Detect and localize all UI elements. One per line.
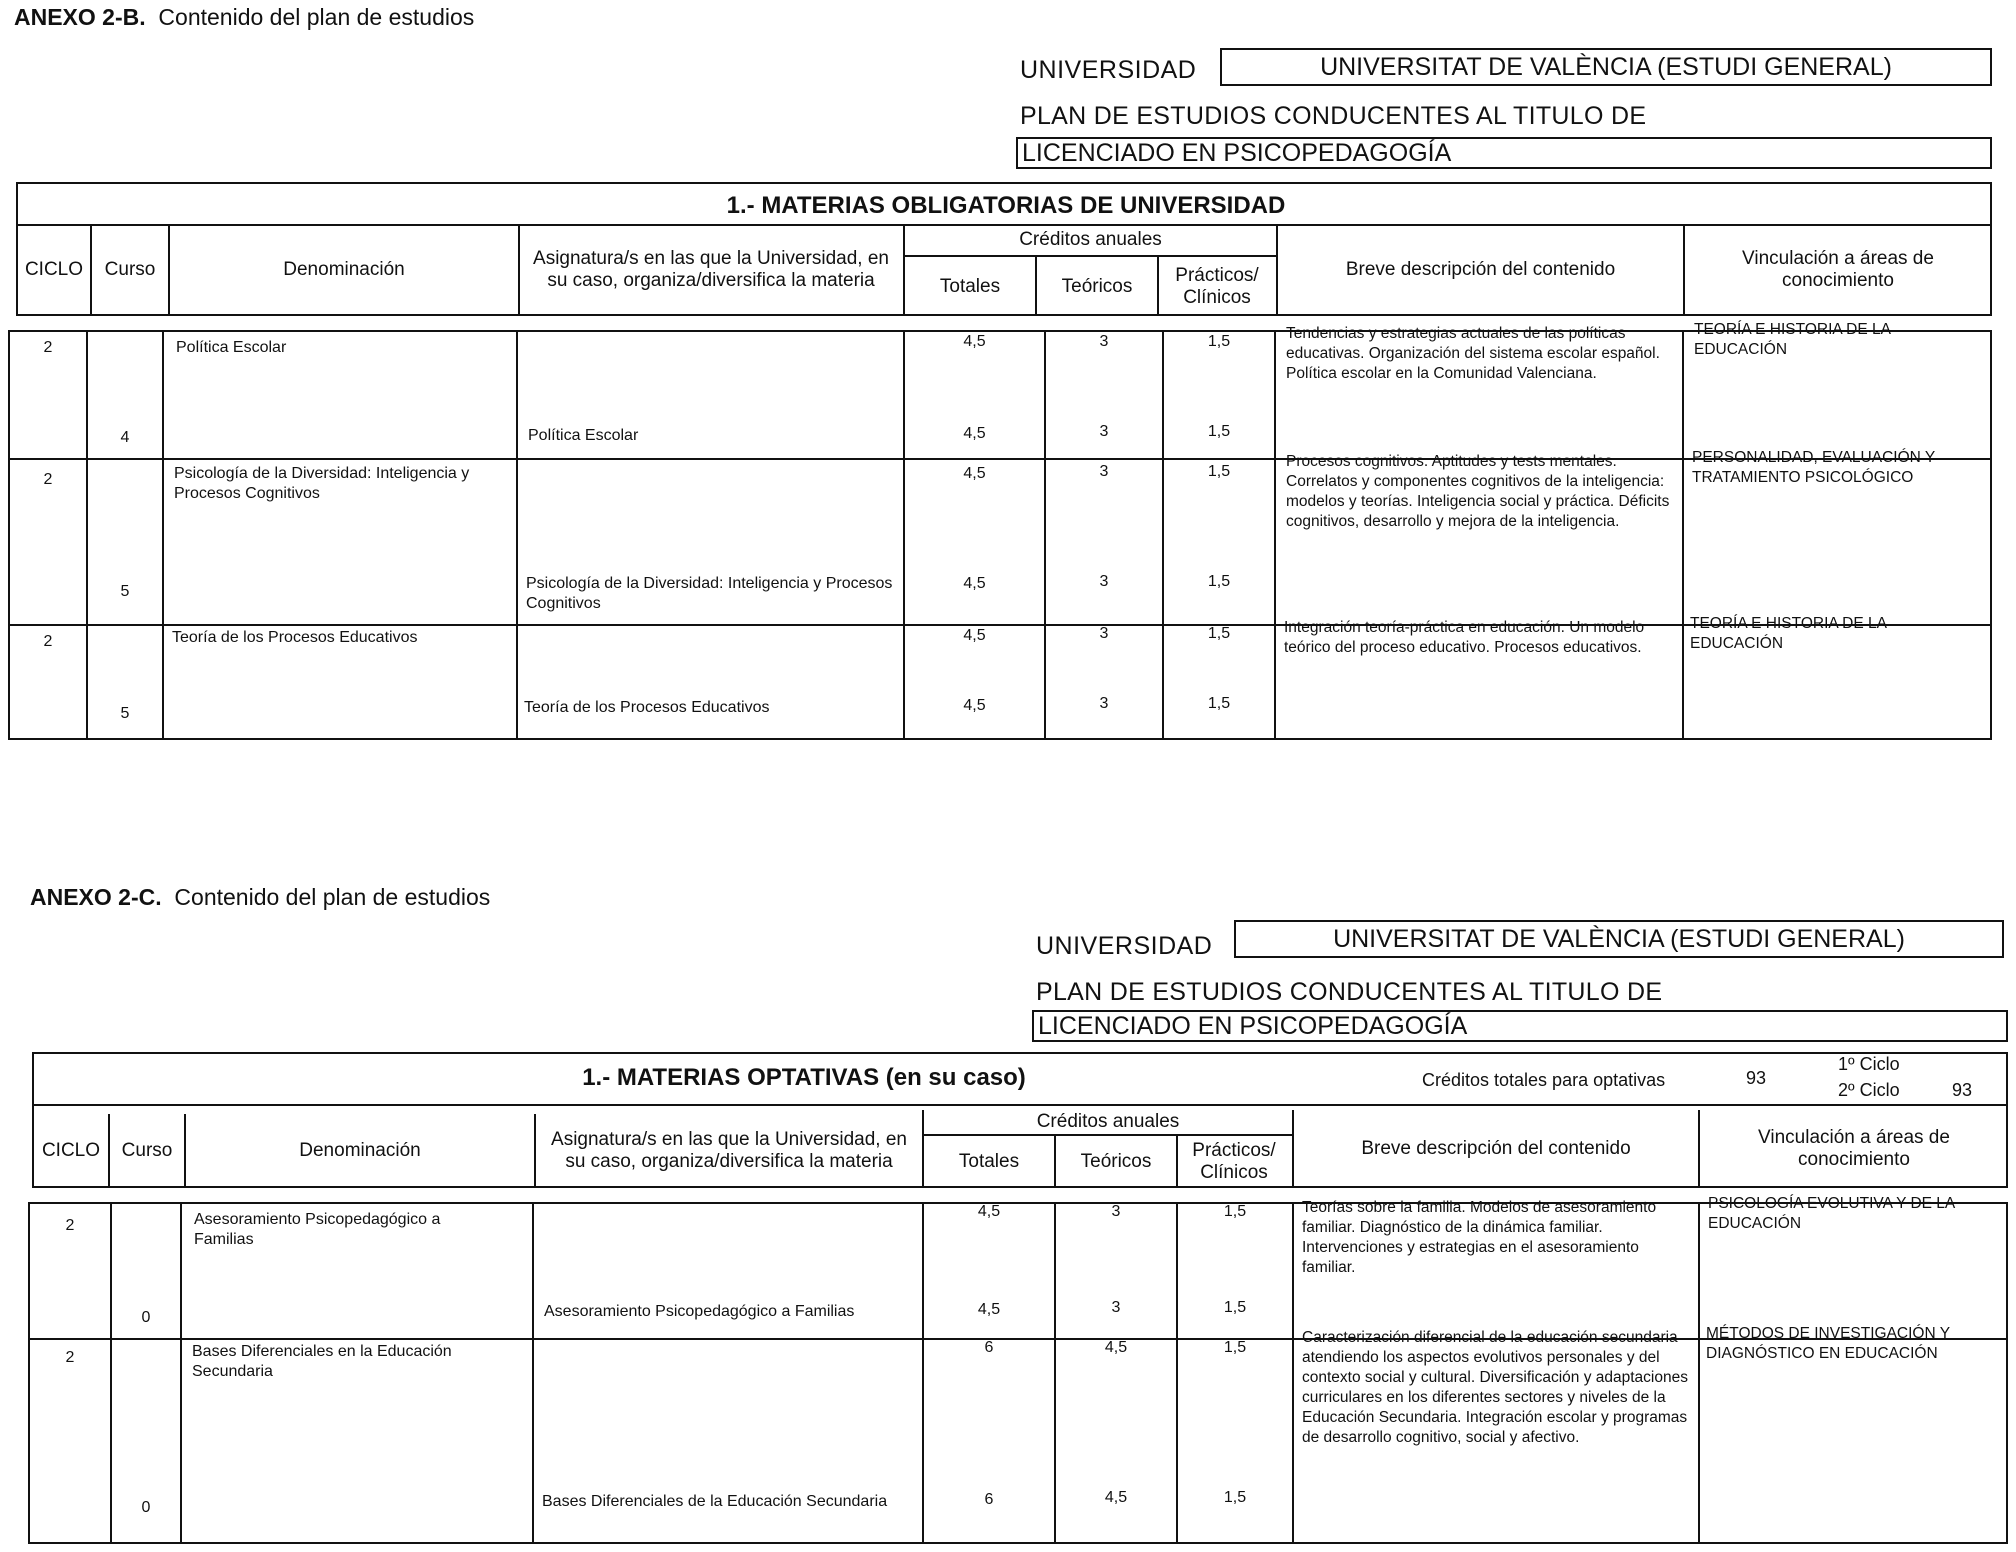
row-denominacion: Política Escolar — [176, 339, 287, 356]
sub-asignatura: Teoría de los Procesos Educativos — [524, 699, 770, 716]
table-title: 1.- MATERIAS OPTATIVAS (en su caso) — [582, 1064, 1026, 1091]
header-creditos: Créditos anuales — [1019, 228, 1162, 250]
row-teoricos: 4,5 — [1104, 1339, 1128, 1356]
row-descripcion: Integración teoría-práctica en educación. Un modelo teórico del proceso educativo. Procesos educativos. — [1284, 619, 1645, 656]
universidad-label: UNIVERSIDAD — [1020, 56, 1197, 84]
row-vinculacion: MÉTODOS DE INVESTIGACIÓN Y DIAGNÓSTICO EN EDUCACIÓN — [1706, 1325, 1950, 1362]
universidad-label: UNIVERSIDAD — [1036, 932, 1213, 960]
universidad-value: UNIVERSITAT DE VALÈNCIA (ESTUDI GENERAL) — [1220, 48, 1992, 86]
header-totales: Totales — [958, 1151, 1020, 1172]
anexo-heading — [30, 884, 490, 911]
row-descripcion: Teorías sobre la familia. Modelos de asesoramiento familiar. Diagnóstico de la dinámica familiar. Intervenciones y estrategias en el asesoramiento familiar. — [1302, 1199, 1657, 1276]
row-denominacion: Asesoramiento Psicopedagógico a Familias — [194, 1211, 441, 1248]
header-teoricos: Teóricos — [1080, 1151, 1152, 1172]
table-title: 1.- MATERIAS OBLIGATORIAS DE UNIVERSIDAD — [726, 192, 1286, 219]
row-descripcion: Tendencias y estrategias actuales de las políticas educativas. Organización del sistema escolar español. Política escolar en la Comunidad Valenciana. — [1286, 325, 1660, 382]
header-ciclo: CICLO — [24, 259, 84, 280]
table-body — [28, 1195, 2008, 1544]
row-totales: 6 — [984, 1339, 994, 1356]
plan-label: PLAN DE ESTUDIOS CONDUCENTES AL TITULO DE — [1020, 102, 1647, 130]
universidad-value: UNIVERSITAT DE VALÈNCIA (ESTUDI GENERAL) — [1234, 920, 2004, 958]
sub-teoricos: 3 — [1099, 695, 1109, 712]
row-teoricos: 3 — [1099, 463, 1109, 480]
row-vinculacion: PSICOLOGÍA EVOLUTIVA Y DE LA EDUCACIÓN — [1708, 1195, 1955, 1232]
row-totales: 4,5 — [963, 627, 986, 644]
row-teoricos: 3 — [1111, 1203, 1121, 1220]
plan-label: PLAN DE ESTUDIOS CONDUCENTES AL TITULO DE — [1036, 978, 1663, 1006]
header-practicos: Prácticos/ Clínicos — [1192, 1140, 1276, 1183]
header-teoricos: Teóricos — [1061, 275, 1133, 297]
row-ciclo: 2 — [43, 339, 53, 356]
sub-totales: 4,5 — [963, 697, 986, 714]
header-descripcion: Breve descripción del contenido — [1345, 259, 1616, 280]
row-descripcion: Caracterización diferencial de la educación secundaria atendiendo los aspectos evolutivos personales y del contexto social y cultural. Diversificación y adaptaciones curriculares en los diferentes sectores y niveles de la Educación Secundaria. Integración escolar y programas de desarrollo cognitivo, social y afectivo. — [1302, 1329, 1688, 1446]
optativas-total: 93 — [1746, 1068, 1767, 1088]
header-curso: Curso — [121, 1140, 173, 1161]
header-denominacion: Denominación — [299, 1140, 421, 1161]
sub-curso: 0 — [141, 1309, 151, 1326]
header-totales: Totales — [939, 275, 1001, 297]
sub-teoricos: 3 — [1099, 423, 1109, 440]
row-practicos: 1,5 — [1223, 1339, 1247, 1356]
sub-asignatura: Bases Diferenciales de la Educación Secundaria — [542, 1493, 888, 1510]
row-teoricos: 3 — [1099, 625, 1109, 642]
ciclo2-label: 2º Ciclo — [1838, 1080, 1900, 1100]
row-practicos: 1,5 — [1207, 463, 1231, 480]
table-header — [16, 182, 1992, 316]
row-practicos: 1,5 — [1207, 625, 1231, 642]
row-denominacion: Bases Diferenciales en la Educación Secundaria — [192, 1343, 452, 1380]
header-curso: Curso — [104, 259, 156, 280]
header-creditos: Créditos anuales — [1036, 1111, 1180, 1132]
sub-practicos: 1,5 — [1207, 573, 1231, 590]
anexo-label: ANEXO 2-B. — [14, 4, 146, 30]
row-teoricos: 3 — [1099, 333, 1109, 350]
sub-asignatura: Política Escolar — [528, 427, 639, 444]
header-asignatura: Asignatura/s en las que la Universidad, en su caso, organiza/diversifica la materia — [533, 248, 889, 291]
row-vinculacion: TEORÍA E HISTORIA DE LA EDUCACIÓN — [1690, 615, 1887, 652]
sub-asignatura: Psicología de la Diversidad: Inteligencia y Procesos Cognitivos — [526, 575, 893, 612]
row-ciclo: 2 — [65, 1349, 75, 1366]
sub-totales: 6 — [984, 1491, 994, 1508]
header-descripcion: Breve descripción del contenido — [1361, 1138, 1631, 1159]
row-vinculacion: PERSONALIDAD, EVALUACIÓN Y TRATAMIENTO PSICOLÓGICO — [1692, 449, 1935, 486]
anexo-label: ANEXO 2-C. — [30, 884, 162, 910]
sub-totales: 4,5 — [977, 1301, 1001, 1318]
row-ciclo: 2 — [43, 471, 53, 488]
ciclo2-value: 93 — [1952, 1080, 1973, 1100]
row-totales: 4,5 — [963, 465, 986, 482]
row-totales: 4,5 — [963, 333, 986, 350]
header-vinculacion: Vinculación a áreas de conocimiento — [1742, 248, 1934, 291]
ciclo1-label: 1º Ciclo — [1838, 1054, 1900, 1074]
row-vinculacion: TEORÍA E HISTORIA DE LA EDUCACIÓN — [1694, 321, 1891, 358]
optativas-label: Créditos totales para optativas — [1422, 1070, 1666, 1090]
anexo-subtitle: Contenido del plan de estudios — [158, 4, 475, 30]
row-descripcion: Procesos cognitivos. Aptitudes y tests mentales. Correlatos y componentes cognitivos de la inteligencia: modelos y teorías. Inteligencia social y práctica. Déficits cognitivos, desarrollo y mejora de la inteligencia. — [1286, 453, 1670, 530]
row-denominacion: Psicología de la Diversidad: Inteligencia y Procesos Cognitivos — [174, 465, 470, 502]
sub-curso: 4 — [120, 429, 130, 446]
sub-curso: 0 — [141, 1499, 151, 1516]
sub-teoricos: 3 — [1099, 573, 1109, 590]
sub-teoricos: 4,5 — [1104, 1489, 1128, 1506]
row-ciclo: 2 — [65, 1217, 75, 1234]
sub-curso: 5 — [120, 705, 130, 722]
sub-totales: 4,5 — [963, 575, 986, 592]
row-totales: 4,5 — [977, 1203, 1001, 1220]
row-practicos: 1,5 — [1223, 1203, 1247, 1220]
header-ciclo: CICLO — [41, 1140, 101, 1161]
row-denominacion: Teoría de los Procesos Educativos — [172, 629, 418, 646]
sub-practicos: 1,5 — [1207, 423, 1231, 440]
row-practicos: 1,5 — [1207, 333, 1231, 350]
header-asignatura: Asignatura/s en las que la Universidad, en su caso, organiza/diversifica la materia — [551, 1129, 907, 1172]
table-header — [32, 1052, 2008, 1188]
header-practicos: Prácticos/ Clínicos — [1175, 264, 1259, 308]
header-denominacion: Denominación — [283, 259, 405, 280]
sub-asignatura: Asesoramiento Psicopedagógico a Familias — [544, 1303, 855, 1320]
sub-teoricos: 3 — [1111, 1299, 1121, 1316]
titulo-value: LICENCIADO EN PSICOPEDAGOGÍA — [1016, 137, 1992, 169]
sub-practicos: 1,5 — [1223, 1489, 1247, 1506]
sub-totales: 4,5 — [963, 425, 986, 442]
anexo-heading — [14, 4, 474, 31]
sub-practicos: 1,5 — [1223, 1299, 1247, 1316]
titulo-value: LICENCIADO EN PSICOPEDAGOGÍA — [1032, 1010, 2008, 1042]
sub-practicos: 1,5 — [1207, 695, 1231, 712]
anexo-subtitle: Contenido del plan de estudios — [174, 884, 491, 910]
header-vinculacion: Vinculación a áreas de conocimiento — [1758, 1127, 1950, 1170]
row-ciclo: 2 — [43, 633, 53, 650]
table-body — [8, 321, 1992, 740]
sub-curso: 5 — [120, 583, 130, 600]
